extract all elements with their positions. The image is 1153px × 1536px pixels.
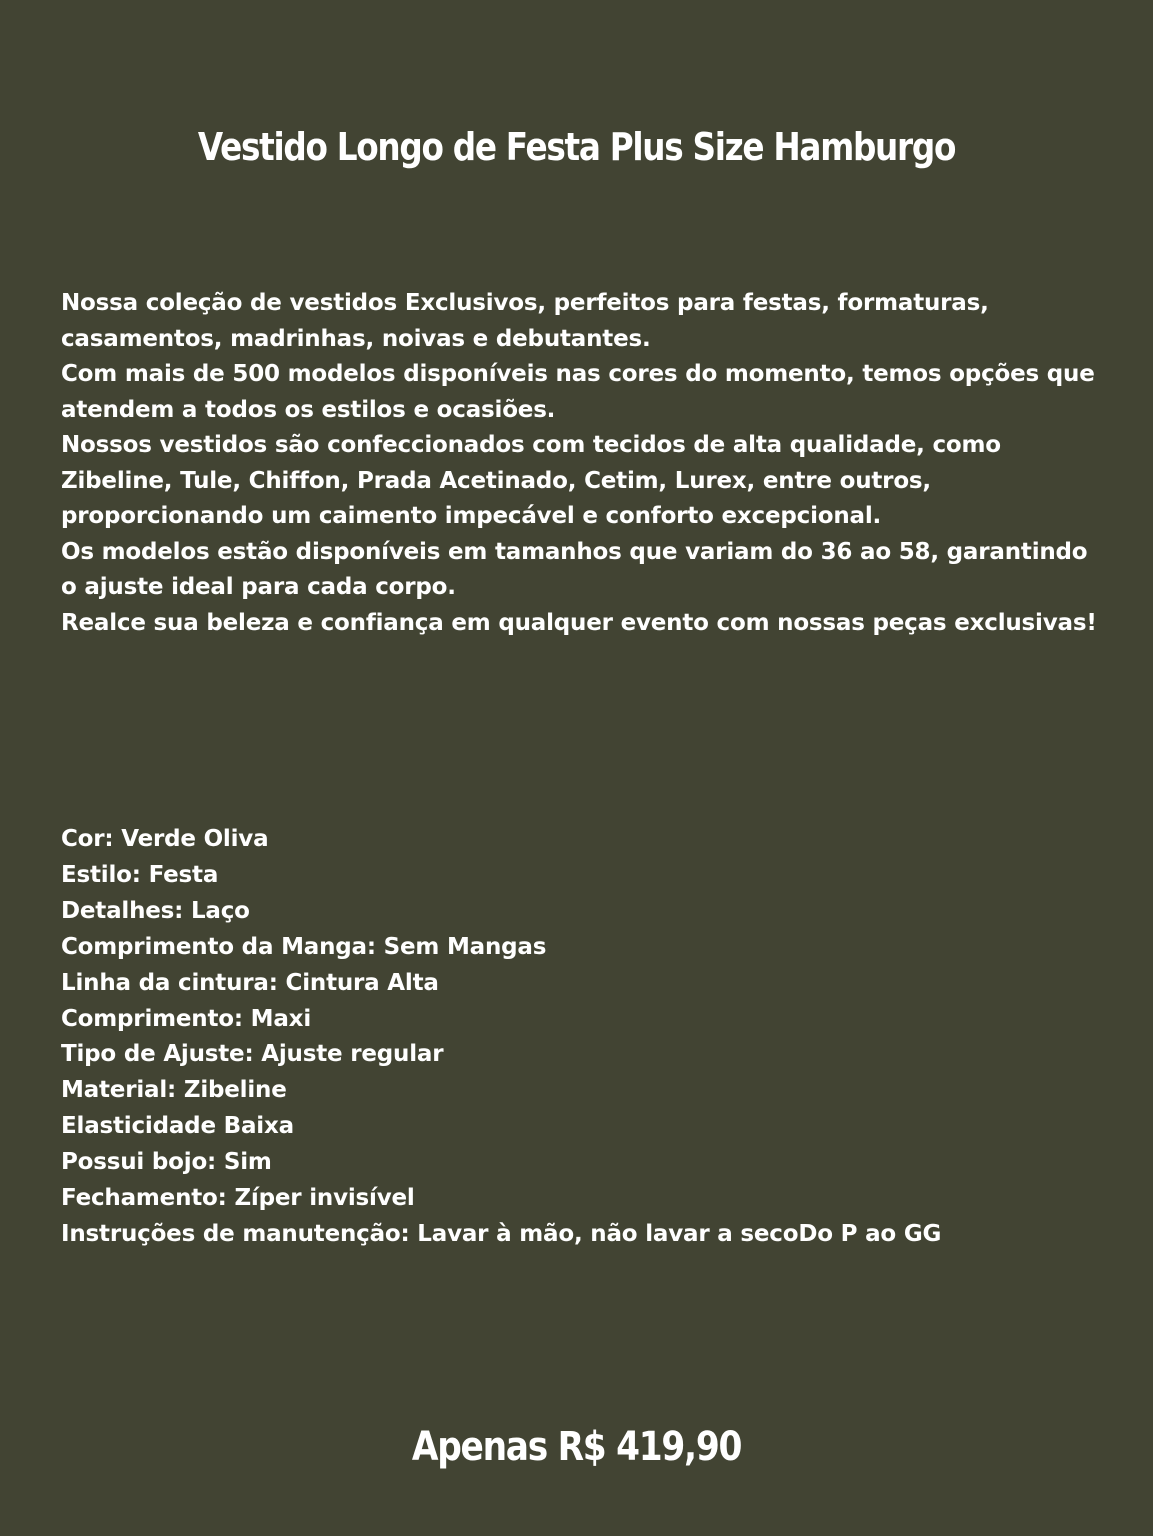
spec-item: Cor: Verde Oliva <box>61 826 269 852</box>
spec-item: Elasticidade Baixa <box>61 1113 294 1140</box>
description-paragraph: Nossa coleção de vestidos Exclusivos, perfeitos para festas, formaturas, casamentos, madrinhas, noivas e debutantes. <box>61 290 989 352</box>
spec-item: Material: Zibeline <box>61 1077 287 1104</box>
spec-item: Comprimento da Manga: Sem Mangas <box>61 933 547 960</box>
product-title: Vestido Longo de Festa Plus Size Hamburgo <box>197 125 956 170</box>
product-description <box>61 286 1101 641</box>
description-paragraph: Com mais de 500 modelos disponíveis nas cores do momento, temos opções que atendem a todos os estilos e ocasiões. <box>61 361 1095 423</box>
spec-item: Possui bojo: Sim <box>61 1149 272 1176</box>
description-paragraph: Os modelos estão disponíveis em tamanhos que variam do 36 ao 58, garantindo o ajuste ideal para cada corpo. <box>61 538 1088 600</box>
spec-item: Comprimento: Maxi <box>61 1005 312 1032</box>
spec-item: Instruções de manutenção: Lavar à mão, não lavar a secoDo P ao GG <box>61 1220 942 1247</box>
spec-item: Detalhes: Laço <box>61 897 250 924</box>
product-specs-list <box>61 822 1101 1253</box>
spec-item: Estilo: Festa <box>61 861 219 888</box>
spec-item: Tipo de Ajuste: Ajuste regular <box>61 1041 444 1068</box>
spec-item: Linha da cintura: Cintura Alta <box>61 969 439 996</box>
price-label: Apenas R$ 419,90 <box>411 1424 742 1470</box>
spec-item: Fechamento: Zíper invisível <box>61 1185 415 1212</box>
description-paragraph: Nossos vestidos são confeccionados com tecidos de alta qualidade, como Zibeline, Tule, Chiffon, Prada Acetinado, Cetim, Lurex, entre outros, proporcionando um caimento impecável e conforto excepcional. <box>61 432 1001 529</box>
description-paragraph: Realce sua beleza e confiança em qualquer evento com nossas peças exclusivas! <box>61 609 1097 636</box>
